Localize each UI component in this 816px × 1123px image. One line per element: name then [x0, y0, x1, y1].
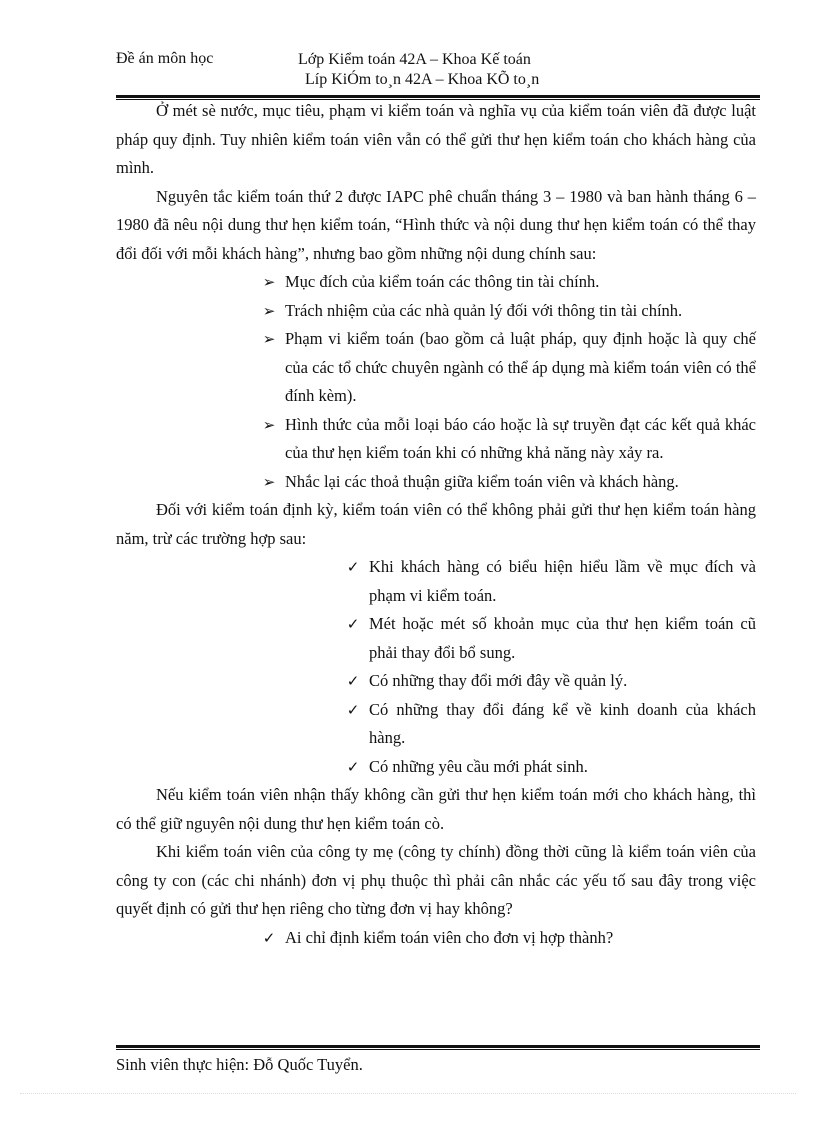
list-item: ➢ Trách nhiệm của các nhà quản lý đối với thông tin tài chính.	[285, 297, 756, 326]
arrow-bullet-list	[116, 268, 756, 496]
list-item: ✓ Mét hoặc mét số khoản mục của thư hẹn kiểm toán cũ phải thay đổi bổ sung.	[369, 610, 756, 667]
checkmark-icon: ✓	[346, 700, 360, 719]
list-item: ➢ Phạm vi kiểm toán (bao gồm cả luật pháp, quy định hoặc là quy chế của các tổ chức chuyên ngành có thể áp dụng mà kiểm toán viên có thể đính kèm).	[285, 325, 756, 411]
page-edge-divider	[20, 1093, 796, 1094]
check-bullet-list	[116, 553, 756, 781]
header-class-line: Lớp Kiểm toán 42A – Khoa Kế toán	[298, 51, 531, 68]
checkmark-icon: ✓	[346, 757, 360, 776]
checkmark-icon: ✓	[262, 928, 276, 947]
paragraph: Đối với kiểm toán định kỳ, kiểm toán viên có thể không phải gửi thư hẹn kiểm toán hàng năm, trừ các trường hợp sau:	[116, 500, 756, 548]
list-item: ➢ Hình thức của mỗi loại báo cáo hoặc là sự truyền đạt các kết quả khác của thư hẹn kiểm toán khi có những khả năng này xảy ra.	[285, 411, 756, 468]
list-item: ✓ Có những thay đổi đáng kể về kinh doanh của khách hàng.	[369, 696, 756, 753]
arrow-bullet-icon: ➢	[262, 472, 276, 491]
footer-rule	[116, 1045, 760, 1048]
final-check-list	[116, 924, 756, 953]
footer-author: Sinh viên thực hiện: Đỗ Quốc Tuyển.	[116, 1055, 363, 1074]
list-item: ✓ Có những thay đổi mới đây về quản lý.	[369, 667, 756, 696]
checkmark-icon: ✓	[346, 672, 360, 690]
arrow-bullet-icon: ➢	[262, 301, 276, 320]
document-body	[116, 97, 756, 952]
paragraph: Nguyên tắc kiểm toán thứ 2 được IAPC phê chuẩn tháng 3 – 1980 và ban hành tháng 6 –1980 đã nêu nội dung thư hẹn kiểm toán, “Hình thức và nội dung thư hẹn kiểm toán có thể thay đổi đối với mỗi khách hàng”, nhưng bao gồm những nội dung chính sau:	[116, 186, 756, 263]
list-item: ➢ Mục đích của kiểm toán các thông tin tài chính.	[285, 268, 756, 297]
checkmark-icon: ✓	[346, 558, 360, 576]
arrow-bullet-icon: ➢	[262, 330, 276, 348]
header-course-label: Đề án môn học	[116, 50, 214, 67]
list-item: ✓ Có những yêu cầu mới phát sinh.	[369, 753, 756, 782]
header-class-line-garbled: Líp KiÓm to¸n 42A – Khoa KÕ to¸n	[305, 71, 540, 88]
header-class-info	[298, 50, 539, 90]
list-item: ✓ Khi khách hàng có biểu hiện hiểu lầm về mục đích và phạm vi kiểm toán.	[369, 553, 756, 610]
arrow-bullet-icon: ➢	[262, 415, 276, 434]
paragraph: Khi kiểm toán viên của công ty mẹ (công ty chính) đồng thời cũng là kiểm toán viên của công ty con (các chi nhánh) đơn vị phụ thuộc thì phải cân nhắc các yếu tố sau đây trong việc quyết định có gửi thư hẹn riêng cho từng đơn vị hay không?	[116, 842, 756, 918]
paragraph: Nếu kiểm toán viên nhận thấy không cần gửi thư hẹn kiểm toán mới cho khách hàng, thì có thể giữ nguyên nội dung thư hẹn kiểm toán cò.	[116, 785, 756, 833]
footer-rule-thin	[116, 1049, 760, 1050]
arrow-bullet-icon: ➢	[262, 273, 276, 291]
list-item: ✓ Ai chỉ định kiểm toán viên cho đơn vị hợp thành?	[285, 924, 756, 953]
paragraph: Ở mét sè nước, mục tiêu, phạm vi kiểm toán và nghĩa vụ của kiểm toán viên đã được luật pháp quy định. Tuy nhiên kiểm toán viên vẫn có thể gửi thư hẹn kiểm toán cho khách hàng của mình.	[116, 101, 756, 177]
list-item: ➢ Nhắc lại các thoả thuận giữa kiểm toán viên và khách hàng.	[285, 468, 756, 497]
checkmark-icon: ✓	[346, 615, 360, 633]
